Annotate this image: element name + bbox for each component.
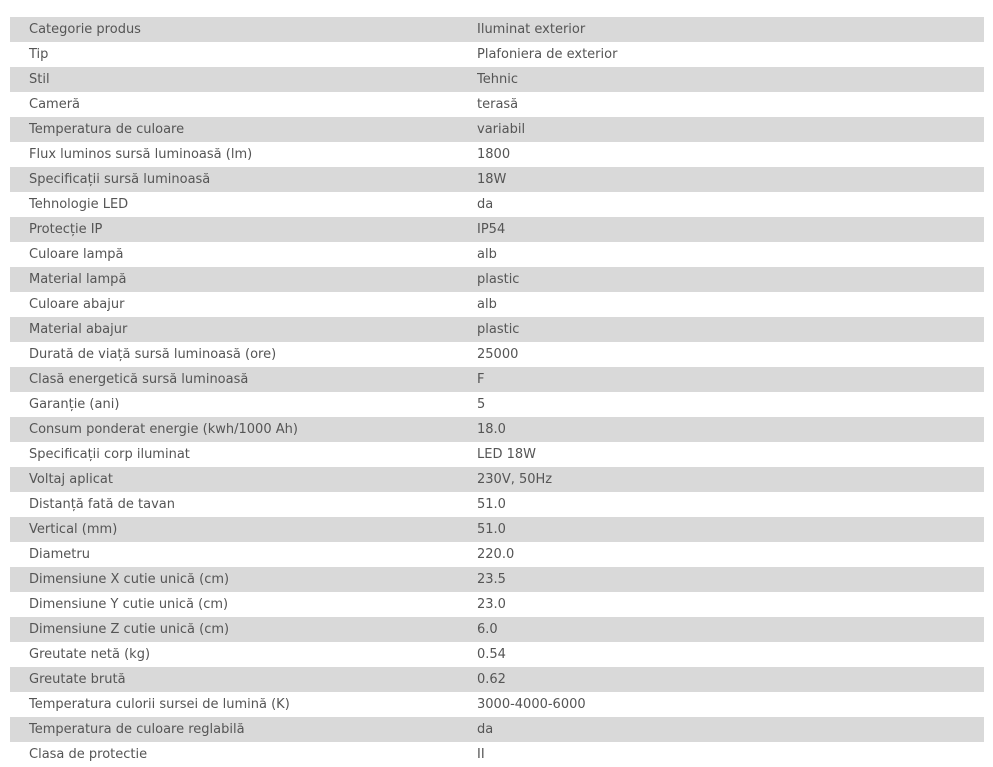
spec-value: alb (477, 297, 497, 312)
spec-label: Categorie produs (29, 22, 141, 37)
spec-value: 0.62 (477, 672, 506, 687)
spec-label: Clasa de protectie (29, 747, 148, 762)
spec-value: plastic (477, 272, 520, 287)
spec-label: Dimensiune Z cutie unică (cm) (29, 622, 230, 637)
spec-value: Tehnic (477, 72, 518, 87)
spec-table (10, 17, 984, 767)
spec-value: 1800 (477, 147, 511, 162)
spec-row (10, 617, 984, 642)
spec-row (10, 692, 984, 717)
spec-value: 18W (477, 172, 507, 187)
spec-value: 3000-4000-6000 (477, 697, 586, 712)
spec-label: Tehnologie LED (29, 197, 129, 212)
spec-row (10, 467, 984, 492)
spec-value: 230V, 50Hz (477, 472, 553, 487)
spec-row (10, 742, 984, 767)
spec-label: Cameră (29, 97, 81, 112)
spec-row (10, 392, 984, 417)
spec-row (10, 142, 984, 167)
spec-value: LED 18W (477, 447, 536, 462)
spec-value: Plafoniera de exterior (477, 47, 618, 62)
spec-row (10, 667, 984, 692)
spec-label: Voltaj aplicat (29, 472, 113, 487)
spec-row (10, 267, 984, 292)
spec-label: Dimensiune X cutie unică (cm) (29, 572, 230, 587)
spec-value: 220.0 (477, 547, 515, 562)
spec-label: Stil (29, 72, 50, 87)
spec-value: 18.0 (477, 422, 506, 437)
spec-label: Temperatura culorii sursei de lumină (K) (29, 697, 290, 712)
spec-row (10, 317, 984, 342)
spec-value: 5 (477, 397, 486, 412)
spec-row (10, 67, 984, 92)
spec-row (10, 42, 984, 67)
spec-label: Temperatura de culoare reglabilă (29, 722, 245, 737)
spec-label: Distanță fată de tavan (29, 497, 175, 512)
spec-row (10, 292, 984, 317)
spec-row (10, 17, 984, 42)
spec-label: Culoare abajur (29, 297, 125, 312)
spec-label: Vertical (mm) (29, 522, 118, 537)
spec-value: 51.0 (477, 522, 506, 537)
spec-value: 23.0 (477, 597, 506, 612)
spec-value: 51.0 (477, 497, 506, 512)
spec-value: alb (477, 247, 497, 262)
spec-row (10, 542, 984, 567)
spec-label: Protecție IP (29, 222, 103, 237)
spec-value: IP54 (477, 222, 506, 237)
spec-label: Dimensiune Y cutie unică (cm) (29, 597, 229, 612)
spec-row (10, 92, 984, 117)
spec-value: 0.54 (477, 647, 506, 662)
spec-label: Durată de viață sursă luminoasă (ore) (29, 347, 277, 362)
spec-row (10, 242, 984, 267)
spec-row (10, 717, 984, 742)
spec-value: terasă (477, 97, 519, 112)
spec-label: Greutate brută (29, 672, 126, 687)
spec-row (10, 167, 984, 192)
spec-row (10, 592, 984, 617)
spec-row (10, 517, 984, 542)
spec-row (10, 642, 984, 667)
spec-label: Flux luminos sursă luminoasă (lm) (29, 147, 253, 162)
spec-value: F (477, 372, 485, 387)
spec-value: II (477, 747, 485, 762)
spec-label: Consum ponderat energie (kwh/1000 Ah) (29, 422, 298, 437)
spec-value: da (477, 722, 494, 737)
spec-label: Material lampă (29, 272, 127, 287)
spec-row (10, 342, 984, 367)
spec-label: Specificații sursă luminoasă (29, 172, 211, 187)
spec-row (10, 192, 984, 217)
spec-row (10, 217, 984, 242)
spec-label: Tip (29, 47, 49, 62)
spec-row (10, 492, 984, 517)
spec-label: Culoare lampă (29, 247, 124, 262)
spec-row (10, 442, 984, 467)
spec-label: Diametru (29, 547, 90, 562)
spec-label: Temperatura de culoare (29, 122, 185, 137)
spec-label: Material abajur (29, 322, 128, 337)
spec-value: Iluminat exterior (477, 22, 586, 37)
spec-value: variabil (477, 122, 526, 137)
spec-value: da (477, 197, 494, 212)
spec-value: 25000 (477, 347, 519, 362)
spec-value: 6.0 (477, 622, 498, 637)
spec-row (10, 117, 984, 142)
spec-label: Garanție (ani) (29, 397, 120, 412)
spec-value: 23.5 (477, 572, 506, 587)
spec-row (10, 367, 984, 392)
spec-value: plastic (477, 322, 520, 337)
spec-row (10, 567, 984, 592)
spec-row (10, 417, 984, 442)
spec-label: Greutate netă (kg) (29, 647, 151, 662)
spec-label: Specificații corp iluminat (29, 447, 190, 462)
spec-label: Clasă energetică sursă luminoasă (29, 372, 249, 387)
